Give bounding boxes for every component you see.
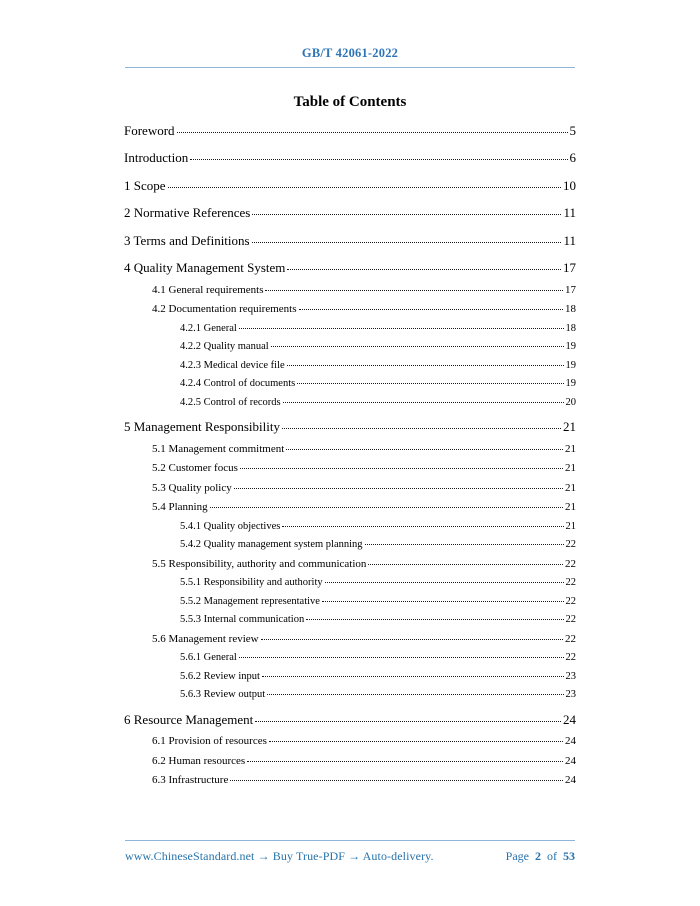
page-header bbox=[125, 44, 575, 62]
toc-entry-label: Foreword bbox=[124, 122, 175, 138]
toc-entry bbox=[124, 323, 576, 334]
toc-entry bbox=[124, 614, 576, 625]
toc-leader-dots bbox=[322, 601, 564, 602]
toc-leader-dots bbox=[262, 676, 564, 677]
toc-entry bbox=[124, 577, 576, 588]
toc-entry bbox=[124, 735, 576, 747]
current-page-number: 2 bbox=[535, 849, 541, 863]
toc-entry-label: 5.6.2 Review input bbox=[180, 670, 260, 682]
toc-entry-label: 6.1 Provision of resources bbox=[152, 735, 267, 747]
toc-entry-label: 5.5 Responsibility, authority and communication bbox=[152, 557, 367, 570]
toc-leader-dots bbox=[287, 365, 564, 366]
toc-leader-dots bbox=[247, 761, 563, 762]
toc-leader-dots bbox=[252, 242, 562, 243]
toc-entry-page: 24 bbox=[565, 754, 576, 767]
toc-entry-page: 21 bbox=[563, 419, 576, 434]
toc-entry bbox=[124, 633, 576, 645]
toc-entry-label: 4.2.5 Control of records bbox=[180, 396, 281, 408]
toc-entry-page: 23 bbox=[565, 689, 576, 700]
toc-entry-label: 5.6.3 Review output bbox=[180, 689, 266, 700]
toc-entry-page: 20 bbox=[565, 396, 576, 408]
toc-entry-page: 6 bbox=[569, 150, 576, 165]
toc-entry-page: 19 bbox=[565, 359, 576, 371]
toc-entry bbox=[124, 501, 576, 513]
toc-leader-dots bbox=[287, 269, 561, 270]
toc-entry-page: 23 bbox=[565, 670, 576, 682]
toc-entry-label: 5.5.1 Responsibility and authority bbox=[180, 577, 323, 588]
toc-entry-page: 17 bbox=[563, 260, 576, 275]
toc-leader-dots bbox=[252, 214, 561, 215]
toc-entry-page: 22 bbox=[565, 557, 576, 570]
toc-leader-dots bbox=[230, 780, 563, 781]
toc-leader-dots bbox=[283, 402, 564, 403]
toc-leader-dots bbox=[368, 564, 563, 565]
of-word: of bbox=[547, 849, 557, 863]
toc-entry-label: 4 Quality Management System bbox=[124, 260, 286, 275]
page-title: Table of Contents bbox=[293, 94, 407, 110]
toc-entry-page: 5 bbox=[569, 122, 576, 138]
toc-entry bbox=[124, 558, 576, 570]
toc-entry-label: 5.3 Quality policy bbox=[152, 481, 232, 494]
toc-entry bbox=[124, 150, 576, 166]
toc-entry-label: 2 Normative References bbox=[124, 205, 251, 220]
toc-leader-dots bbox=[271, 346, 564, 347]
page-indicator bbox=[503, 849, 575, 864]
toc-entry-page: 19 bbox=[565, 341, 576, 352]
toc-entry-label: 5.5.2 Management representative bbox=[180, 595, 320, 607]
toc-leader-dots bbox=[239, 328, 564, 329]
toc-entry-page: 22 bbox=[565, 614, 576, 625]
toc-entry-page: 21 bbox=[565, 501, 576, 513]
toc-entry bbox=[124, 755, 576, 767]
toc-entry-label: 5.4.2 Quality management system planning bbox=[180, 539, 363, 550]
toc-leader-dots bbox=[255, 721, 561, 722]
toc-entry-page: 22 bbox=[565, 652, 576, 663]
toc-entry bbox=[124, 178, 576, 194]
footer-link[interactable]: www.ChineseStandard.net → Buy True-PDF → Auto-delivery. bbox=[125, 849, 434, 863]
toc-entry bbox=[124, 652, 576, 663]
toc-leader-dots bbox=[299, 309, 564, 310]
toc-entry bbox=[124, 123, 576, 139]
toc-entry-label: 6.3 Infrastructure bbox=[152, 774, 229, 786]
toc-leader-dots bbox=[365, 544, 564, 545]
toc-entry-page: 18 bbox=[565, 303, 576, 315]
document-number: GB/T 42061-2022 bbox=[301, 46, 399, 60]
toc-entry-page: 17 bbox=[565, 283, 576, 296]
toc-leader-dots bbox=[210, 507, 563, 508]
toc-leader-dots bbox=[286, 449, 563, 450]
toc-leader-dots bbox=[282, 428, 561, 429]
toc-entry-page: 22 bbox=[565, 577, 576, 588]
toc-entry bbox=[124, 233, 576, 249]
toc-entry bbox=[124, 443, 576, 455]
toc-leader-dots bbox=[269, 741, 563, 742]
toc-entry-label: 5.6 Management review bbox=[152, 632, 259, 645]
header-divider bbox=[125, 67, 575, 68]
toc-entry-page: 10 bbox=[563, 177, 576, 193]
toc-entry bbox=[124, 539, 576, 550]
toc-entry bbox=[124, 419, 576, 435]
toc-entry-page: 21 bbox=[565, 520, 576, 532]
toc-entry-label: 1 Scope bbox=[124, 177, 166, 193]
toc-entry bbox=[124, 462, 576, 474]
toc-entry-label: 5 Management Responsibility bbox=[124, 419, 280, 434]
toc-entry bbox=[124, 482, 576, 494]
toc-entry-label: 5.4.1 Quality objectives bbox=[180, 520, 281, 532]
toc-entry-label: 6.2 Human resources bbox=[152, 754, 246, 767]
toc-entry bbox=[124, 260, 576, 276]
toc-entry bbox=[124, 360, 576, 371]
toc-entry-page: 21 bbox=[565, 442, 576, 455]
toc-entry bbox=[124, 341, 576, 352]
page-content bbox=[124, 94, 576, 786]
toc-leader-dots bbox=[177, 132, 568, 133]
toc-entry-page: 11 bbox=[563, 232, 576, 248]
toc-leader-dots bbox=[265, 290, 563, 291]
toc-leader-dots bbox=[261, 639, 563, 640]
toc-leader-dots bbox=[239, 657, 564, 658]
toc-entry-label: 5.2 Customer focus bbox=[152, 462, 238, 474]
page-word: Page bbox=[505, 849, 529, 863]
page-footer bbox=[125, 849, 575, 864]
toc-entry-label: 5.1 Management commitment bbox=[152, 442, 285, 455]
toc-entry-label: 6 Resource Management bbox=[124, 711, 254, 727]
toc-entry bbox=[124, 378, 576, 389]
toc-entry-page: 24 bbox=[565, 774, 576, 786]
toc-entry-label: 5.4 Planning bbox=[152, 501, 208, 513]
toc-leader-dots bbox=[234, 488, 563, 489]
toc-entry-page: 22 bbox=[565, 539, 576, 550]
toc-entry bbox=[124, 689, 576, 700]
toc-leader-dots bbox=[325, 582, 564, 583]
toc-leader-dots bbox=[306, 619, 563, 620]
toc-entry bbox=[124, 774, 576, 786]
total-page-number: 53 bbox=[563, 849, 575, 863]
toc-entry-label: 5.6.1 General bbox=[180, 652, 237, 663]
toc-entry bbox=[124, 205, 576, 221]
toc-entry-label: 3 Terms and Definitions bbox=[124, 232, 250, 248]
toc-entry-label: 4.2.3 Medical device file bbox=[180, 359, 285, 371]
toc-entry-label: 5.5.3 Internal communication bbox=[180, 614, 305, 625]
toc-entry bbox=[124, 521, 576, 532]
toc-entry-page: 11 bbox=[563, 205, 576, 220]
toc-entry bbox=[124, 596, 576, 607]
toc-entry bbox=[124, 397, 576, 408]
footer-divider bbox=[125, 840, 575, 841]
toc-entry bbox=[124, 712, 576, 728]
toc-leader-dots bbox=[267, 694, 563, 695]
toc-entry-page: 21 bbox=[565, 462, 576, 474]
toc-leader-dots bbox=[168, 187, 561, 188]
toc-leader-dots bbox=[297, 383, 563, 384]
toc-entry-label: 4.2.4 Control of documents bbox=[180, 378, 296, 389]
toc-leader-dots bbox=[240, 468, 563, 469]
toc-entry-page: 24 bbox=[565, 735, 576, 747]
toc-leader-dots bbox=[190, 159, 567, 160]
toc-entry-page: 22 bbox=[565, 632, 576, 645]
toc-list bbox=[124, 123, 576, 787]
toc-entry-page: 21 bbox=[565, 481, 576, 494]
toc-entry-label: 4.2 Documentation requirements bbox=[152, 303, 297, 315]
toc-entry-label: 4.2.2 Quality manual bbox=[180, 341, 269, 352]
toc-entry-page: 22 bbox=[565, 595, 576, 607]
toc-entry-label: Introduction bbox=[124, 150, 189, 165]
toc-entry bbox=[124, 671, 576, 682]
toc-entry-label: 4.1 General requirements bbox=[152, 283, 264, 296]
toc-entry bbox=[124, 284, 576, 296]
toc-leader-dots bbox=[282, 526, 563, 527]
toc-entry bbox=[124, 303, 576, 315]
toc-entry-page: 19 bbox=[565, 378, 576, 389]
toc-entry-page: 18 bbox=[565, 322, 576, 334]
toc-entry-label: 4.2.1 General bbox=[180, 322, 237, 334]
toc-entry-page: 24 bbox=[563, 711, 576, 727]
